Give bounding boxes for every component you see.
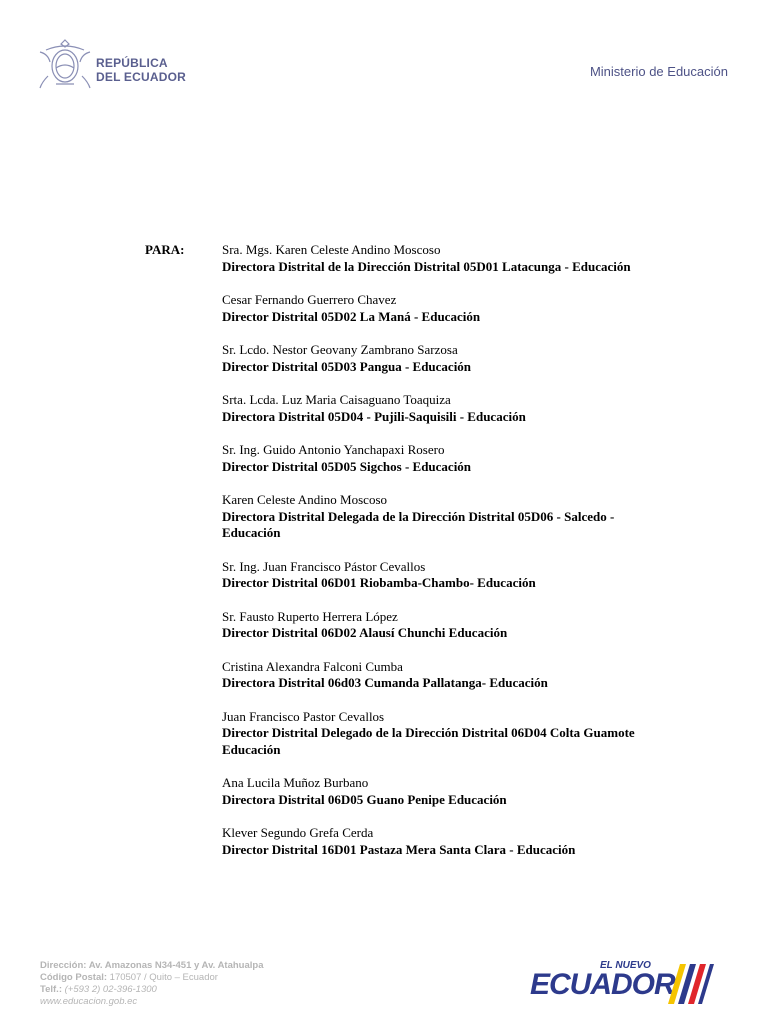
recipient-position: Director Distrital 06D02 Alausí Chunchi Educación bbox=[222, 625, 508, 640]
logo-el-nuevo-text: EL NUEVO bbox=[600, 960, 651, 971]
recipient-item bbox=[222, 709, 662, 759]
recipient-name: Cristina Alexandra Falconi Cumba bbox=[222, 658, 403, 674]
recipient-position: Directora Distrital 06d03 Cumanda Pallatanga- Educación bbox=[222, 675, 548, 690]
coat-of-arms-icon bbox=[36, 36, 94, 92]
recipient-position: Director Distrital 16D01 Pastaza Mera Santa Clara - Educación bbox=[222, 841, 576, 857]
recipient-name: Sr. Lcdo. Nestor Geovany Zambrano Sarzosa bbox=[222, 342, 458, 357]
recipient-item bbox=[222, 559, 662, 592]
recipient-name: Srta. Lcda. Luz Maria Caisaguano Toaquiza bbox=[222, 392, 451, 407]
recipient-position: Directora Distrital Delegada de la Dirección Distrital 05D06 - Salcedo - Educación bbox=[222, 508, 615, 540]
footer-address bbox=[40, 960, 264, 1008]
recipient-list bbox=[222, 242, 662, 875]
recipient-position: Director Distrital Delegado de la Dirección Distrital 06D04 Colta Guamote Educación bbox=[222, 725, 635, 757]
footer-telf bbox=[40, 984, 264, 996]
recipient-name: Sr. Fausto Ruperto Herrera López bbox=[222, 608, 398, 624]
recipient-item bbox=[222, 342, 662, 375]
footer-direccion: Dirección: Av. Amazonas N34-451 y Av. Atahualpa bbox=[40, 960, 264, 971]
footer-telf-value: (+593 2) 02-396-1300 bbox=[62, 984, 157, 995]
footer-web-link[interactable]: www.educacion.gob.ec bbox=[40, 996, 138, 1007]
republica-line1: REPÚBLICA bbox=[96, 56, 168, 70]
footer-codigo-postal-value: 170507 / Quito – Ecuador bbox=[107, 972, 218, 983]
recipient-item bbox=[222, 825, 662, 858]
footer-telf-label: Telf.: bbox=[40, 984, 62, 995]
recipient-name: Karen Celeste Andino Moscoso bbox=[222, 492, 388, 507]
recipient-name: Klever Segundo Grefa Cerda bbox=[222, 825, 374, 840]
footer-codigo-postal bbox=[40, 972, 264, 984]
republica-del-ecuador-text bbox=[96, 56, 186, 84]
recipient-position: Director Distrital 05D05 Sigchos - Educación bbox=[222, 458, 472, 474]
logo-ecuador-text: ECUADOR bbox=[530, 968, 675, 1001]
recipient-name: Sra. Mgs. Karen Celeste Andino Moscoso bbox=[222, 242, 441, 257]
el-nuevo-ecuador-logo bbox=[530, 958, 730, 1008]
recipient-name: Ana Lucila Muñoz Burbano bbox=[222, 775, 369, 790]
recipient-item bbox=[222, 659, 662, 692]
para-label: PARA: bbox=[145, 242, 185, 257]
recipient-name: Juan Francisco Pastor Cevallos bbox=[222, 708, 385, 724]
recipient-position: Directora Distrital de la Dirección Distrital 05D01 Latacunga - Educación bbox=[222, 258, 631, 274]
flag-stripes-icon bbox=[668, 960, 728, 1006]
ministerio-title: Ministerio de Educación bbox=[589, 64, 728, 79]
recipient-item bbox=[222, 775, 662, 808]
recipient-item bbox=[222, 442, 662, 475]
letterhead bbox=[36, 30, 728, 100]
recipient-name: Sr. Ing. Juan Francisco Pástor Cevallos bbox=[222, 558, 426, 574]
recipient-position: Director Distrital 05D03 Pangua - Educación bbox=[222, 358, 472, 374]
recipient-position: Director Distrital 05D02 La Maná - Educación bbox=[222, 308, 481, 324]
recipient-name: Sr. Ing. Guido Antonio Yanchapaxi Rosero bbox=[222, 442, 445, 457]
recipient-item bbox=[222, 492, 662, 542]
recipient-item bbox=[222, 292, 662, 325]
republica-line2: DEL ECUADOR bbox=[96, 70, 186, 84]
recipient-position: Directora Distrital 05D04 - Pujili-Saquisili - Educación bbox=[222, 408, 526, 424]
recipient-item bbox=[222, 392, 662, 425]
recipient-item bbox=[222, 242, 662, 275]
recipient-name: Cesar Fernando Guerrero Chavez bbox=[222, 292, 397, 307]
recipient-position: Director Distrital 06D01 Riobamba-Chambo- Educación bbox=[222, 575, 536, 590]
recipient-item bbox=[222, 609, 662, 642]
footer-codigo-postal-label: Código Postal: bbox=[40, 972, 108, 983]
recipient-position: Directora Distrital 06D05 Guano Penipe Educación bbox=[222, 791, 507, 807]
